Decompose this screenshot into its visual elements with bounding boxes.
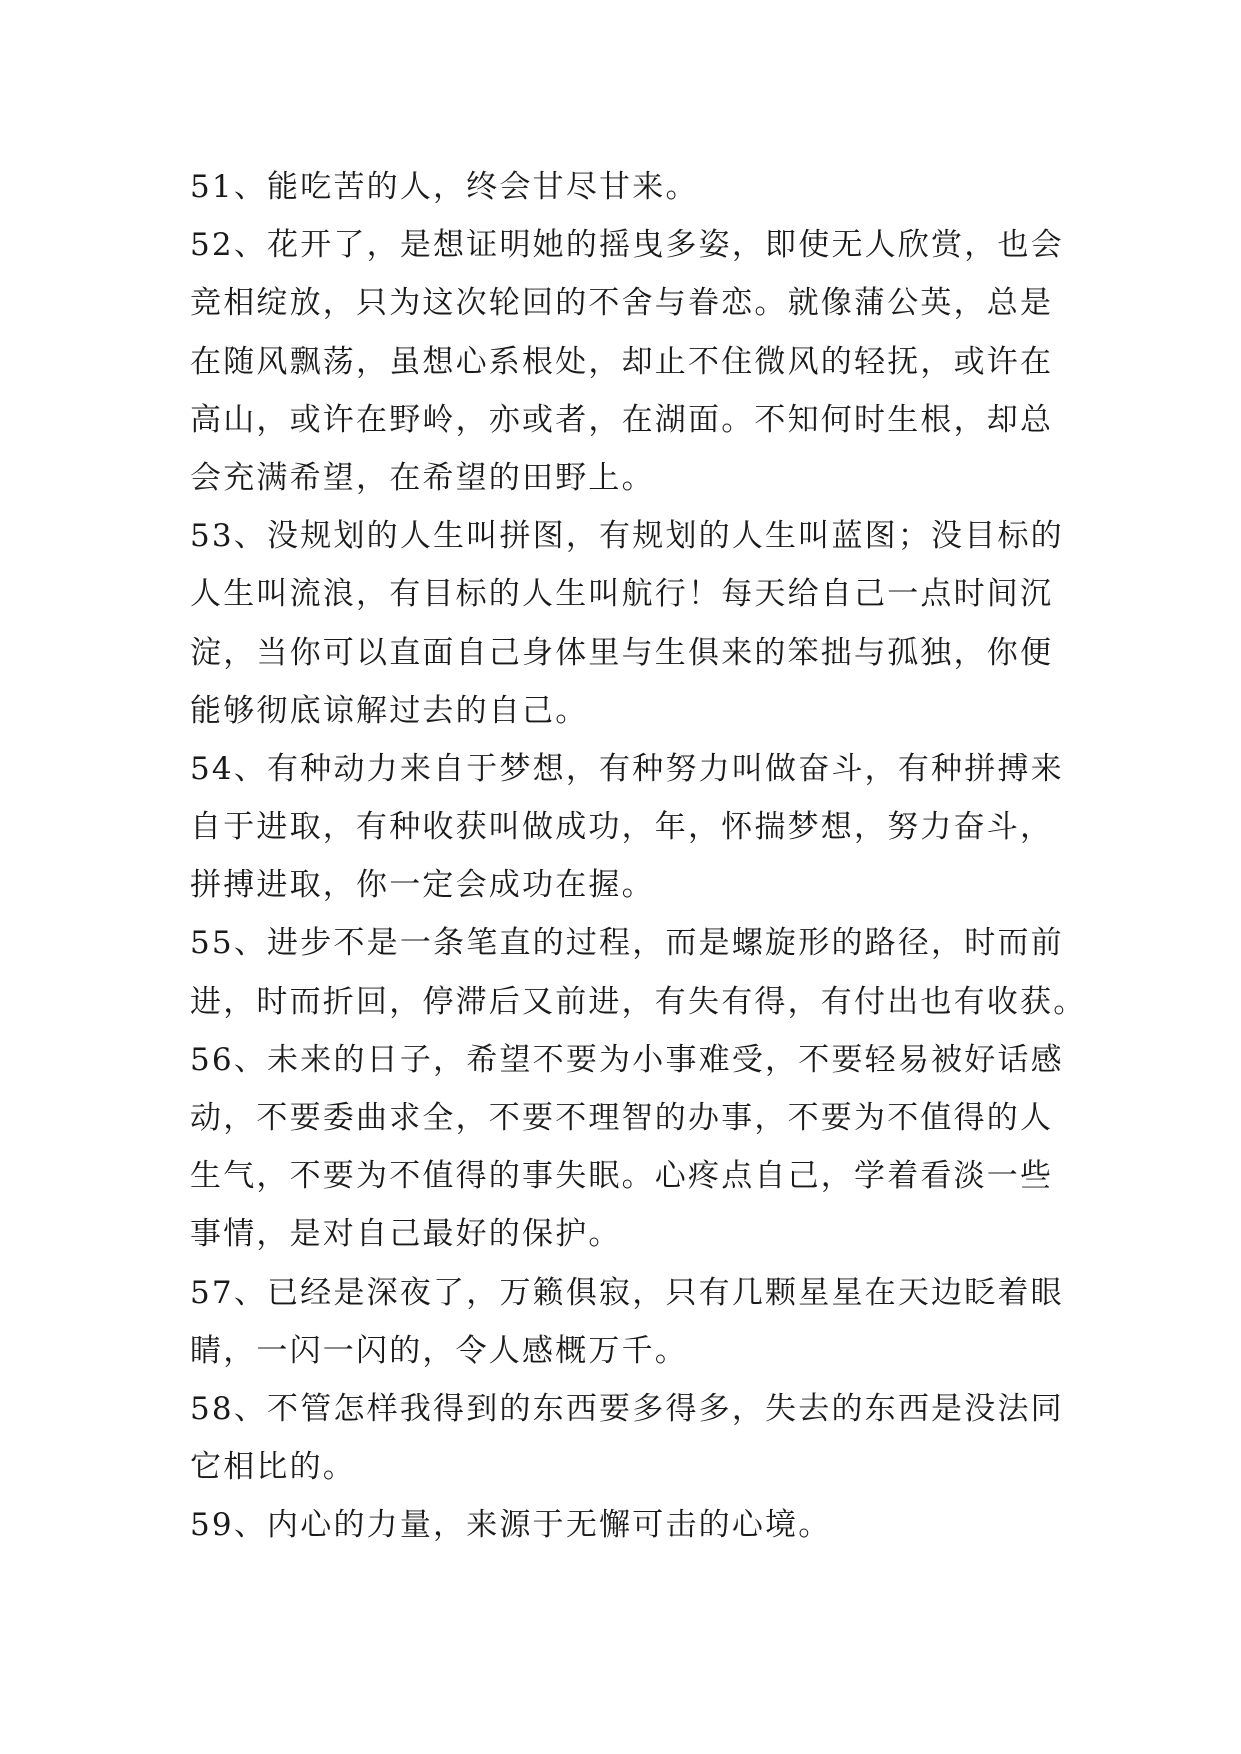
document-body xyxy=(190,158,1087,1555)
text-line: 53、没规划的人生叫拼图，有规划的人生叫蓝图；没目标的 xyxy=(190,518,1064,555)
text-line: 竞相绽放，只为这次轮回的不舍与眷恋。就像蒲公英，总是 xyxy=(190,285,1054,322)
text-line: 52、花开了，是想证明她的摇曳多姿，即使无人欣赏，也会 xyxy=(190,227,1064,264)
text-line: 59、内心的力量，来源于无懈可击的心境。 xyxy=(190,1507,832,1544)
text-line: 能够彻底谅解过去的自己。 xyxy=(190,692,589,729)
text-line: 58、不管怎样我得到的东西要多得多，失去的东西是没法同 xyxy=(190,1390,1064,1427)
text-line: 拼搏进取，你一定会成功在握。 xyxy=(190,867,655,904)
text-line: 高山，或许在野岭，亦或者，在湖面。不知何时生根，却总 xyxy=(190,401,1054,438)
text-line: 生气，不要为不值得的事失眠。心疼点自己，学着看淡一些 xyxy=(190,1158,1054,1195)
text-line: 57、已经是深夜了，万籁俱寂，只有几颗星星在天边眨着眼 xyxy=(190,1274,1064,1311)
text-line: 人生叫流浪，有目标的人生叫航行！每天给自己一点时间沉 xyxy=(190,576,1054,613)
text-line: 事情，是对自己最好的保护。 xyxy=(190,1216,622,1253)
text-line: 睛，一闪一闪的，令人感概万千。 xyxy=(190,1332,688,1369)
text-line: 在随风飘荡，虽想心系根处，却止不住微风的轻抚，或许在 xyxy=(190,343,1054,380)
text-line: 51、能吃苦的人，终会甘尽甘来。 xyxy=(190,169,699,205)
text-line: 淀，当你可以直面自己身体里与生俱来的笨拙与孤独，你便 xyxy=(190,634,1054,671)
text-line: 自于进取，有种收获叫做成功，年，怀揣梦想，努力奋斗， xyxy=(190,809,1054,846)
text-line: 进，时而折回，停滞后又前进，有失有得，有付出也有收获。 xyxy=(190,983,1087,1020)
text-line: 动，不要委曲求全，不要不理智的办事，不要为不值得的人 xyxy=(190,1100,1054,1136)
text-line: 55、进步不是一条笔直的过程，而是螺旋形的路径，时而前 xyxy=(190,925,1064,962)
text-line: 会充满希望，在希望的田野上。 xyxy=(190,459,655,496)
text-line: 它相比的。 xyxy=(190,1449,356,1486)
text-line: 54、有种动力来自于梦想，有种努力叫做奋斗，有种拼搏来 xyxy=(190,750,1064,787)
text-line: 56、未来的日子，希望不要为小事难受，不要轻易被好话感 xyxy=(190,1041,1064,1078)
